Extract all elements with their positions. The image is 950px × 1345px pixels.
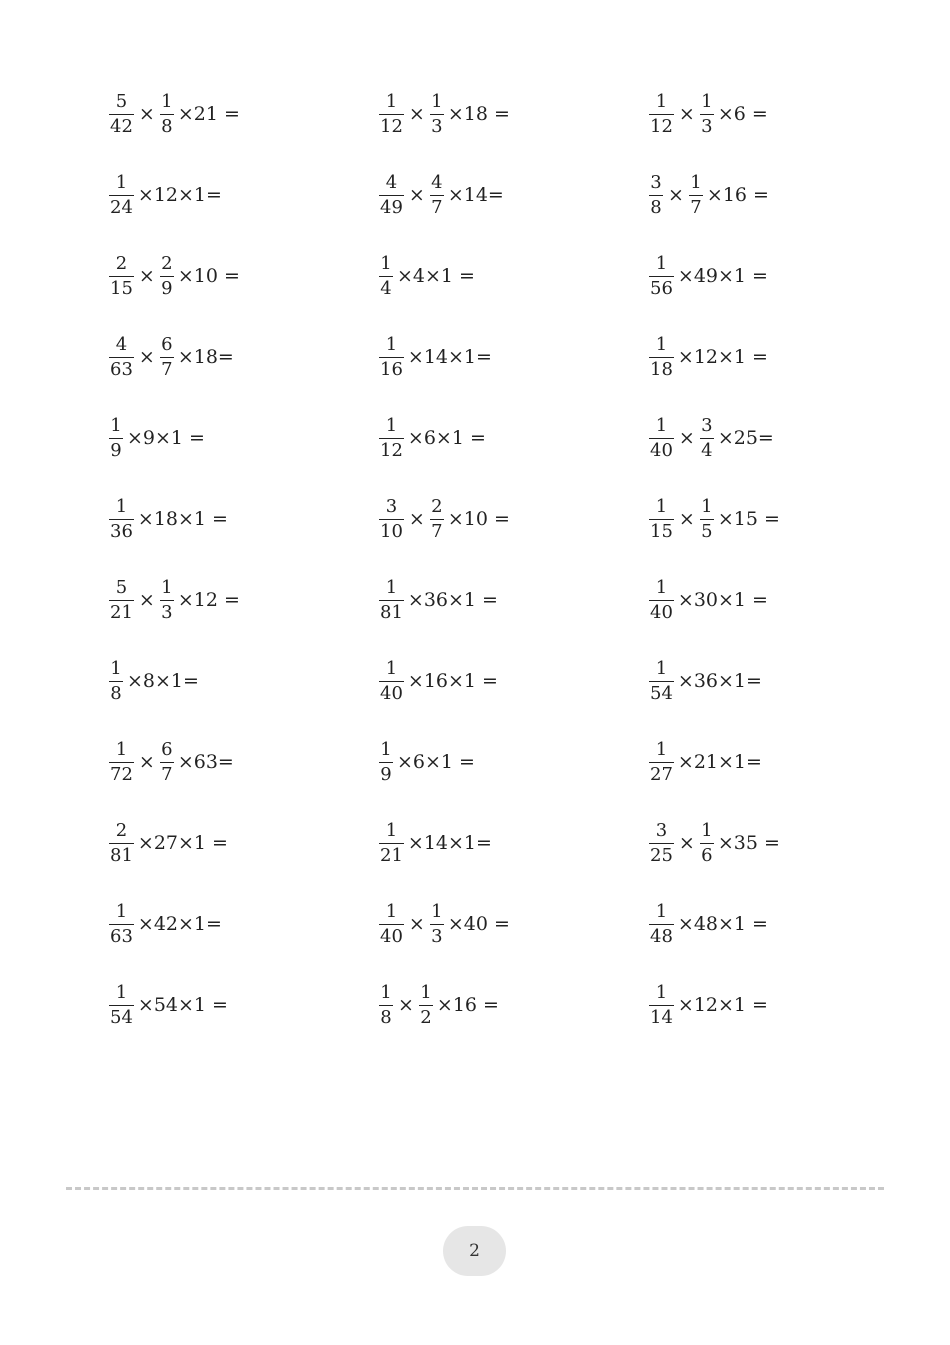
fraction-denominator: 72 [110, 763, 133, 785]
fraction-denominator: 15 [110, 277, 133, 299]
fraction-numerator: 1 [385, 90, 398, 112]
fraction-denominator: 4 [701, 439, 713, 461]
fraction-denominator: 21 [380, 844, 403, 866]
dashed-divider [66, 1187, 884, 1190]
fraction-numerator: 1 [385, 576, 398, 598]
fraction-numerator: 1 [655, 900, 668, 922]
fraction-numerator: 1 [115, 738, 128, 760]
fraction-denominator: 7 [161, 358, 173, 380]
problem-row [377, 975, 499, 1035]
fraction-denominator: 24 [110, 196, 133, 218]
problem-row [647, 570, 768, 630]
fraction-numerator: 1 [380, 738, 392, 760]
problem-row [377, 894, 510, 954]
fraction-denominator: 8 [380, 1006, 392, 1028]
expression-text: ×35 = [717, 832, 780, 854]
fraction-denominator: 5 [701, 520, 713, 542]
fraction [700, 495, 714, 542]
multiply-sign: × [138, 103, 155, 125]
expression-text: ×8×1= [127, 670, 199, 692]
fraction-denominator: 14 [650, 1006, 673, 1028]
page-number: 2 [469, 1241, 480, 1261]
fraction-numerator: 1 [385, 414, 398, 436]
fraction-numerator: 1 [655, 738, 668, 760]
fraction [109, 738, 134, 785]
problem-row [107, 489, 228, 549]
fraction [379, 414, 404, 461]
fraction-numerator: 1 [701, 90, 713, 112]
expression-text: ×18 = [447, 103, 510, 125]
multiply-sign: × [408, 103, 425, 125]
fraction [109, 414, 123, 461]
fraction-numerator: 1 [161, 90, 173, 112]
fraction [689, 171, 703, 218]
problem-row [107, 246, 240, 306]
fraction-numerator: 1 [701, 819, 713, 841]
fraction-numerator: 1 [655, 90, 668, 112]
fraction [430, 171, 444, 218]
fraction-denominator: 40 [380, 925, 403, 947]
problem-row [107, 408, 205, 468]
fraction [109, 171, 134, 218]
fraction-numerator: 1 [110, 657, 122, 679]
fraction [649, 90, 674, 137]
expression-text: ×6 = [717, 103, 768, 125]
fraction-denominator: 36 [110, 520, 133, 542]
problem-row [647, 732, 762, 792]
fraction [379, 333, 404, 380]
fraction [379, 90, 404, 137]
fraction-denominator: 7 [431, 196, 443, 218]
fraction-numerator: 1 [385, 333, 398, 355]
fraction-denominator: 40 [380, 682, 403, 704]
fraction-denominator: 12 [650, 115, 673, 137]
problem-row [107, 732, 234, 792]
problem-row [647, 651, 762, 711]
fraction-denominator: 16 [380, 358, 403, 380]
fraction [160, 252, 174, 299]
fraction-denominator: 18 [650, 358, 673, 380]
multiply-sign: × [678, 427, 695, 449]
fraction-numerator: 1 [655, 981, 668, 1003]
expression-text: ×63= [177, 751, 234, 773]
fraction [649, 414, 674, 461]
fraction-denominator: 3 [431, 115, 443, 137]
fraction-numerator: 1 [380, 252, 392, 274]
fraction [109, 495, 134, 542]
fraction-denominator: 2 [420, 1006, 432, 1028]
fraction-denominator: 63 [110, 925, 133, 947]
expression-text: ×40 = [447, 913, 510, 935]
multiply-sign: × [678, 832, 695, 854]
fraction-denominator: 54 [110, 1006, 133, 1028]
fraction-denominator: 21 [110, 601, 133, 623]
problem-row [377, 327, 492, 387]
fraction-numerator: 1 [701, 495, 713, 517]
fraction-numerator: 1 [115, 900, 128, 922]
expression-text: ×16 = [706, 184, 769, 206]
fraction [379, 819, 404, 866]
problem-row [377, 732, 475, 792]
fraction [419, 981, 433, 1028]
fraction [430, 495, 444, 542]
fraction-numerator: 4 [431, 171, 443, 193]
multiply-sign: × [408, 184, 425, 206]
expression-text: ×54×1 = [137, 994, 228, 1016]
fraction-denominator: 7 [690, 196, 702, 218]
fraction [160, 738, 174, 785]
problem-row [377, 246, 475, 306]
expression-text: ×12×1= [137, 184, 222, 206]
multiply-sign: × [408, 508, 425, 530]
fraction [109, 900, 134, 947]
problem-row [647, 894, 768, 954]
fraction-denominator: 12 [380, 439, 403, 461]
problem-row [107, 84, 240, 144]
problem-row [107, 813, 228, 873]
fraction-numerator: 2 [115, 252, 128, 274]
problem-row [107, 651, 199, 711]
multiply-sign: × [138, 346, 155, 368]
expression-text: ×16 = [436, 994, 499, 1016]
fraction [109, 90, 134, 137]
fraction [430, 900, 444, 947]
multiply-sign: × [138, 751, 155, 773]
fraction-denominator: 6 [701, 844, 713, 866]
expression-text: ×27×1 = [137, 832, 228, 854]
problem-row [377, 408, 486, 468]
fraction-numerator: 1 [690, 171, 702, 193]
fraction [700, 414, 714, 461]
fraction-denominator: 42 [110, 115, 133, 137]
fraction-denominator: 7 [431, 520, 443, 542]
multiply-sign: × [678, 508, 695, 530]
fraction-numerator: 1 [161, 576, 173, 598]
multiply-sign: × [398, 994, 414, 1016]
fraction [109, 981, 134, 1028]
fraction [379, 495, 404, 542]
fraction-denominator: 9 [110, 439, 122, 461]
fraction-denominator: 10 [380, 520, 403, 542]
fraction-numerator: 3 [385, 495, 398, 517]
expression-text: ×21×1= [677, 751, 762, 773]
fraction [160, 333, 174, 380]
fraction-numerator: 1 [380, 981, 392, 1003]
multiply-sign: × [138, 589, 155, 611]
fraction-numerator: 1 [655, 657, 668, 679]
fraction-numerator: 1 [115, 171, 128, 193]
problem-row [107, 327, 234, 387]
problem-row [377, 570, 498, 630]
fraction-numerator: 1 [655, 333, 668, 355]
multiply-sign: × [678, 103, 695, 125]
fraction-denominator: 8 [650, 196, 662, 218]
fraction [109, 333, 134, 380]
fraction [430, 90, 444, 137]
fraction [379, 900, 404, 947]
multiply-sign: × [408, 913, 425, 935]
fraction-denominator: 9 [380, 763, 392, 785]
problem-row [377, 489, 510, 549]
problem-row [107, 570, 240, 630]
fraction-denominator: 3 [701, 115, 713, 137]
fraction [109, 252, 134, 299]
fraction-numerator: 1 [655, 414, 668, 436]
fraction [649, 981, 674, 1028]
fraction-denominator: 7 [161, 763, 173, 785]
fraction [700, 819, 714, 866]
fraction-denominator: 48 [650, 925, 673, 947]
fraction-numerator: 6 [161, 333, 173, 355]
expression-text: ×12×1 = [677, 994, 768, 1016]
fraction-numerator: 2 [161, 252, 173, 274]
fraction-denominator: 8 [110, 682, 122, 704]
fraction-numerator: 3 [650, 171, 662, 193]
fraction-numerator: 5 [115, 90, 128, 112]
fraction-denominator: 56 [650, 277, 673, 299]
problem-row [647, 813, 780, 873]
expression-text: ×42×1= [137, 913, 222, 935]
expression-text: ×18×1 = [137, 508, 228, 530]
fraction-denominator: 54 [650, 682, 673, 704]
fraction-denominator: 40 [650, 439, 673, 461]
fraction [649, 252, 674, 299]
problem-row [647, 975, 768, 1035]
fraction-numerator: 1 [431, 900, 443, 922]
problem-row [377, 84, 510, 144]
fraction-numerator: 1 [431, 90, 443, 112]
fraction-numerator: 4 [385, 171, 398, 193]
expression-text: ×14×1= [407, 832, 492, 854]
fraction [649, 657, 674, 704]
fraction-denominator: 81 [110, 844, 133, 866]
expression-text: ×25= [717, 427, 774, 449]
fraction-numerator: 1 [385, 900, 398, 922]
expression-text: ×14×1= [407, 346, 492, 368]
problem-row [647, 246, 768, 306]
fraction-denominator: 27 [650, 763, 673, 785]
expression-text: ×48×1 = [677, 913, 768, 935]
expression-text: ×49×1 = [677, 265, 768, 287]
fraction-denominator: 8 [161, 115, 173, 137]
page-number-badge [443, 1226, 506, 1276]
fraction [160, 576, 174, 623]
fraction-numerator: 1 [110, 414, 122, 436]
fraction-numerator: 1 [385, 657, 398, 679]
expression-text: ×36×1 = [407, 589, 498, 611]
fraction-denominator: 3 [161, 601, 173, 623]
expression-text: ×16×1 = [407, 670, 498, 692]
fraction [379, 171, 404, 218]
fraction-numerator: 3 [655, 819, 668, 841]
problem-row [647, 408, 774, 468]
fraction [649, 171, 663, 218]
problem-row [107, 165, 222, 225]
fraction [649, 333, 674, 380]
expression-text: ×18= [177, 346, 234, 368]
fraction-numerator: 1 [655, 252, 668, 274]
fraction [649, 576, 674, 623]
fraction-numerator: 1 [385, 819, 398, 841]
fraction [649, 495, 674, 542]
fraction-numerator: 1 [115, 981, 128, 1003]
fraction [379, 738, 393, 785]
fraction [649, 819, 674, 866]
fraction-denominator: 81 [380, 601, 403, 623]
fraction [109, 819, 134, 866]
problem-row [647, 84, 768, 144]
fraction-denominator: 40 [650, 601, 673, 623]
fraction-numerator: 1 [655, 495, 668, 517]
expression-text: ×12 = [177, 589, 240, 611]
fraction [379, 252, 393, 299]
expression-text: ×14= [447, 184, 504, 206]
expression-text: ×6×1 = [397, 751, 475, 773]
fraction [379, 657, 404, 704]
expression-text: ×15 = [717, 508, 780, 530]
fraction-denominator: 49 [380, 196, 403, 218]
fraction-denominator: 63 [110, 358, 133, 380]
problem-row [647, 165, 769, 225]
fraction-numerator: 5 [115, 576, 128, 598]
expression-text: ×21 = [177, 103, 240, 125]
fraction-denominator: 25 [650, 844, 673, 866]
fraction [649, 738, 674, 785]
fraction-numerator: 1 [655, 576, 668, 598]
fraction-numerator: 3 [701, 414, 713, 436]
multiply-sign: × [138, 265, 155, 287]
fraction [109, 657, 123, 704]
expression-text: ×4×1 = [397, 265, 475, 287]
fraction [160, 90, 174, 137]
problem-row [377, 165, 504, 225]
problem-row [647, 489, 780, 549]
fraction-denominator: 9 [161, 277, 173, 299]
fraction-numerator: 4 [115, 333, 128, 355]
multiply-sign: × [668, 184, 684, 206]
problem-row [107, 894, 222, 954]
expression-text: ×9×1 = [127, 427, 205, 449]
expression-text: ×36×1= [677, 670, 762, 692]
problem-row [377, 813, 492, 873]
fraction-denominator: 3 [431, 925, 443, 947]
expression-text: ×12×1 = [677, 346, 768, 368]
fraction [379, 576, 404, 623]
fraction-numerator: 1 [115, 495, 128, 517]
fraction [379, 981, 393, 1028]
fraction-denominator: 12 [380, 115, 403, 137]
fraction-denominator: 4 [380, 277, 392, 299]
fraction [649, 900, 674, 947]
problem-row [107, 975, 228, 1035]
fraction-denominator: 15 [650, 520, 673, 542]
expression-text: ×10 = [447, 508, 510, 530]
problem-row [647, 327, 768, 387]
fraction [700, 90, 714, 137]
fraction-numerator: 1 [420, 981, 432, 1003]
expression-text: ×30×1 = [677, 589, 768, 611]
expression-text: ×6×1 = [407, 427, 486, 449]
fraction [109, 576, 134, 623]
fraction-numerator: 6 [161, 738, 173, 760]
fraction-numerator: 2 [431, 495, 443, 517]
fraction-numerator: 2 [115, 819, 128, 841]
problem-row [377, 651, 498, 711]
expression-text: ×10 = [177, 265, 240, 287]
